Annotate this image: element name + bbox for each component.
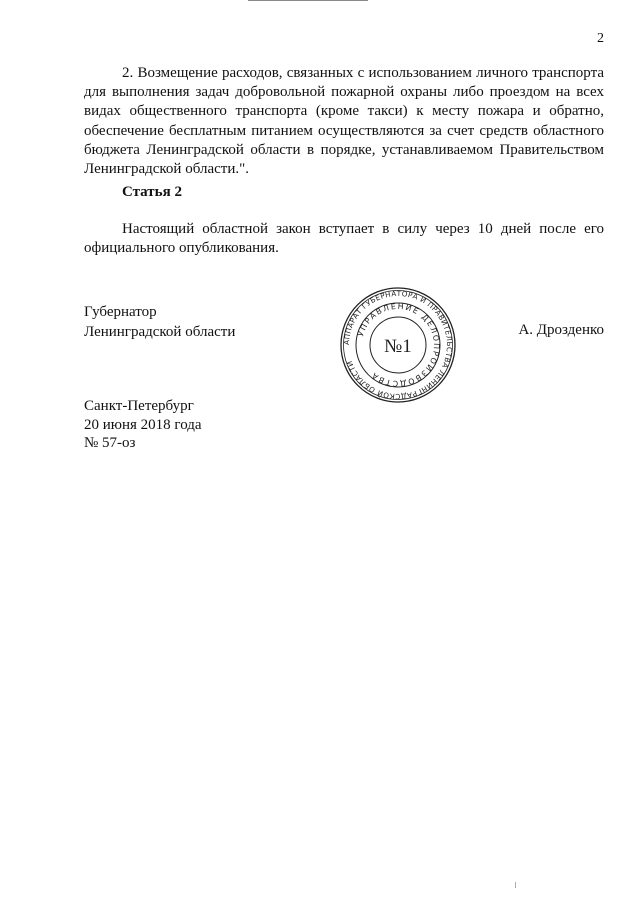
seal-number: №1 [384, 336, 412, 357]
seal-inner-ring-text: УПРАВЛЕНИЕ ДЕЛОПРОИЗВОДСТВА [356, 301, 442, 389]
official-seal-stamp [338, 285, 458, 405]
signing-date: 20 июня 2018 года [84, 416, 202, 433]
scan-speck [515, 882, 516, 888]
paragraph-reimbursement: 2. Возмещение расходов, связанных с использованием личного транспорта для выполнения задач добровольной пожарной охраны либо проездом на всех видах общественного транспорта (кроме такси) к месту пожара и обратно, обеспечение бесплатным питанием осуществляются за счет средств областного бюджета Ленинградской области в порядке, устанавливаемом Правительством Ленинградской области.". [84, 65, 604, 178]
law-number: № 57-оз [84, 435, 136, 451]
seal-outer-ring-text: АППАРАТ ГУБЕРНАТОРА И ПРАВИТЕЛЬСТВА ЛЕНИНГРАДСКОЙ ОБЛАСТИ [341, 288, 455, 402]
scan-edge-line [248, 0, 368, 1]
paragraph-entry-into-force: Настоящий областной закон вступает в силу через 10 дней после его официального опубликования. [84, 221, 604, 257]
place-date-number-block [84, 397, 202, 453]
signer-position [84, 303, 235, 342]
signer-position-line-2: Ленинградской области [84, 323, 236, 340]
page-number: 2 [597, 31, 604, 46]
seal-graphic [338, 285, 458, 405]
article-heading: Статья 2 [122, 184, 182, 200]
place-of-signing: Санкт-Петербург [84, 398, 194, 414]
signer-name: А. Дрозденко [518, 322, 604, 338]
signer-position-line-1: Губернатор [84, 304, 157, 320]
